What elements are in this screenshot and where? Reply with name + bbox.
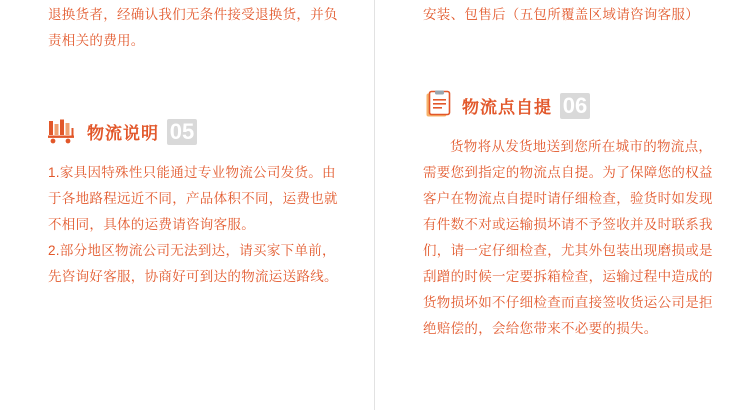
- section-title-pickup: 物流点自提: [462, 98, 552, 117]
- right-tail-paragraph: 安装、包售后（五包所覆盖区域请咨询客服）: [423, 7, 699, 22]
- section-heading-logistics: [48, 112, 344, 146]
- pickup-body: [423, 134, 719, 342]
- section-heading-pickup: [423, 86, 719, 120]
- logistics-paragraph-2: 2.部分地区物流公司无法到达，请买家下单前，先咨询好客服，协商好可到达的物流运送路线。: [48, 243, 338, 284]
- delivery-cart-icon: [48, 116, 78, 146]
- logistics-paragraph-1: 1.家具因特殊性只能通过专业物流公司发货。由于各地路程远近不同，产品体积不同，运费也就不相同，具体的运费请咨询客服。: [48, 165, 338, 232]
- left-tail-paragraph: 退换货者，经确认我们无条件接受退换货，并负责相关的费用。: [48, 7, 338, 48]
- section-title-logistics: 物流说明: [87, 124, 159, 143]
- pickup-paragraph-1: 货物将从发货地送到您所在城市的物流点，需要您到指定的物流点自提。为了保障您的权益客户在物流点自提时请仔细检查，验货时如发现有件数不对或运输损坏请不予签收并及时联系我们，请一定仔细检查，尤其外包装出现磨损或是刮蹭的时候一定要拆箱检查，运输过程中造成的货物损坏如不仔细检查而直接签收货运公司是拒绝赔偿的，会给您带来不必要的损失。: [423, 139, 713, 336]
- section-number-06: 06: [560, 93, 590, 119]
- right-column: [375, 0, 749, 410]
- section-number-05: 05: [167, 119, 197, 145]
- clipboard-icon: [423, 90, 453, 120]
- logistics-body: [48, 160, 344, 290]
- left-column: [0, 0, 374, 410]
